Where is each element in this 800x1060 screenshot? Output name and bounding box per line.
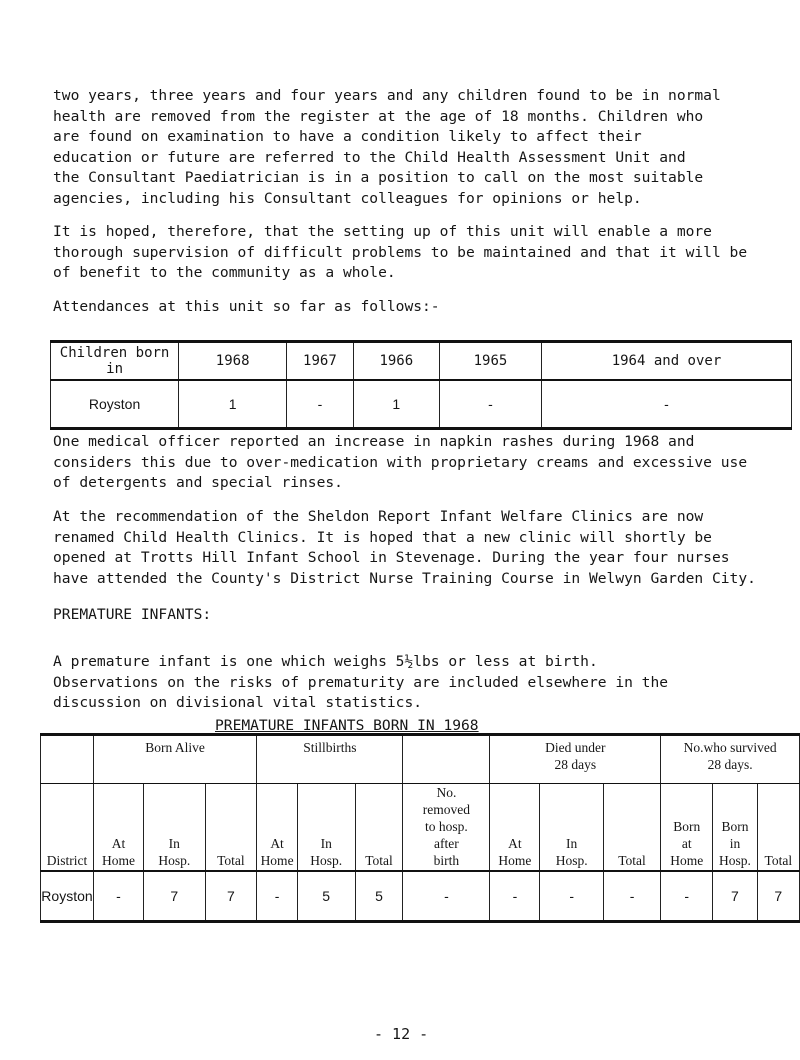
section-heading-premature-infants: PREMATURE INFANTS:	[53, 606, 212, 623]
group-removed-spacer	[403, 735, 490, 784]
paragraph-unit-hope: It is hoped, therefore, that the setting up of this unit will enable a more thorough supervision of difficult problems to be maintained and that it will be of benefit to the community as a whole.	[53, 223, 748, 281]
cell-stillbirths-in-hosp: 5	[297, 871, 355, 922]
header-children-born-in: Children born in	[51, 342, 179, 381]
header-1965: 1965	[439, 342, 541, 381]
paragraph-clinics: At the recommendation of the Sheldon Report Infant Welfare Clinics are now renamed Child Health Clinics. It is hoped that a new clinic will shortly be opened at Trotts Hill Infant School in Stevenage. During the year four nurses have attended the County's District Nurse Training Course in Welwyn Garden City.	[53, 508, 756, 587]
subheader-born-in-hosp: Born in Hosp.	[713, 784, 757, 872]
subheader-died-at-home: At Home	[490, 784, 540, 872]
paragraph-premature-definition: A premature infant is one which weighs 5½lbs or less at birth. Observations on the risks of prematurity are included elsewhere in the discussion on divisional vital statistics.	[53, 653, 669, 711]
subheader-stillbirths-at-home: At Home	[257, 784, 298, 872]
group-stillbirths: Stillbirths	[257, 735, 403, 784]
group-born-alive: Born Alive	[93, 735, 256, 784]
header-1967: 1967	[287, 342, 354, 381]
group-died-under-28-days: Died under 28 days	[490, 735, 661, 784]
cell-born-alive-at-home: -	[93, 871, 143, 922]
header-1964-and-over: 1964 and over	[541, 342, 791, 381]
cell-born-alive-in-hosp: 7	[144, 871, 205, 922]
header-district-spacer	[41, 735, 94, 784]
subheader-district: District	[41, 784, 94, 872]
subheader-stillbirths-total: Total	[355, 784, 403, 872]
paragraph-unit-description: two years, three years and four years and any children found to be in normal health are removed from the register at the age of 18 months. Children who are found on examination to have a condition likely to affect their education or future are referred to the Child Health Assessment Unit and the Consultant Paediatrician is in a position to call on the most suitable agencies, including his Consultant colleagues for opinions or help.	[53, 87, 721, 207]
cell-1967: -	[287, 380, 354, 429]
premature-infants-table	[40, 733, 800, 923]
paragraph-napkin-rashes: One medical officer reported an increase in napkin rashes during 1968 and considers this due to over-medication with proprietary creams and excessive use of detergents and special rinses.	[53, 433, 748, 491]
cell-survived-total: 7	[757, 871, 799, 922]
page-number: - 12 -	[374, 1025, 429, 1043]
header-1968: 1968	[179, 342, 287, 381]
row-label-royston: Royston	[51, 380, 179, 429]
subheader-stillbirths-in-hosp: In Hosp.	[297, 784, 355, 872]
premature-table-title: PREMATURE INFANTS BORN IN 1968	[215, 717, 479, 734]
header-1966: 1966	[353, 342, 439, 381]
paragraph-attendances-intro: Attendances at this unit so far as follows:-	[53, 298, 440, 315]
subheader-born-alive-in-hosp: In Hosp.	[144, 784, 205, 872]
cell-1965: -	[439, 380, 541, 429]
subheader-removed-to-hosp: No. removed to hosp. after birth	[403, 784, 490, 872]
cell-stillbirths-total: 5	[355, 871, 403, 922]
subheader-born-at-home: Born at Home	[661, 784, 713, 872]
row-label-royston: Royston	[41, 871, 94, 922]
subheader-born-alive-at-home: At Home	[93, 784, 143, 872]
cell-1968: 1	[179, 380, 287, 429]
subheader-died-total: Total	[603, 784, 660, 872]
subheader-survived-total: Total	[757, 784, 799, 872]
cell-died-total: -	[603, 871, 660, 922]
group-survived-28-days: No.who survived 28 days.	[661, 735, 800, 784]
cell-born-in-hosp: 7	[713, 871, 757, 922]
cell-removed-to-hosp: -	[403, 871, 490, 922]
cell-born-at-home: -	[661, 871, 713, 922]
cell-1964-and-over: -	[541, 380, 791, 429]
subheader-died-in-hosp: In Hosp.	[540, 784, 603, 872]
cell-died-at-home: -	[490, 871, 540, 922]
cell-stillbirths-at-home: -	[257, 871, 298, 922]
cell-1966: 1	[353, 380, 439, 429]
subheader-born-alive-total: Total	[205, 784, 257, 872]
cell-born-alive-total: 7	[205, 871, 257, 922]
attendance-table	[50, 340, 792, 430]
cell-died-in-hosp: -	[540, 871, 603, 922]
